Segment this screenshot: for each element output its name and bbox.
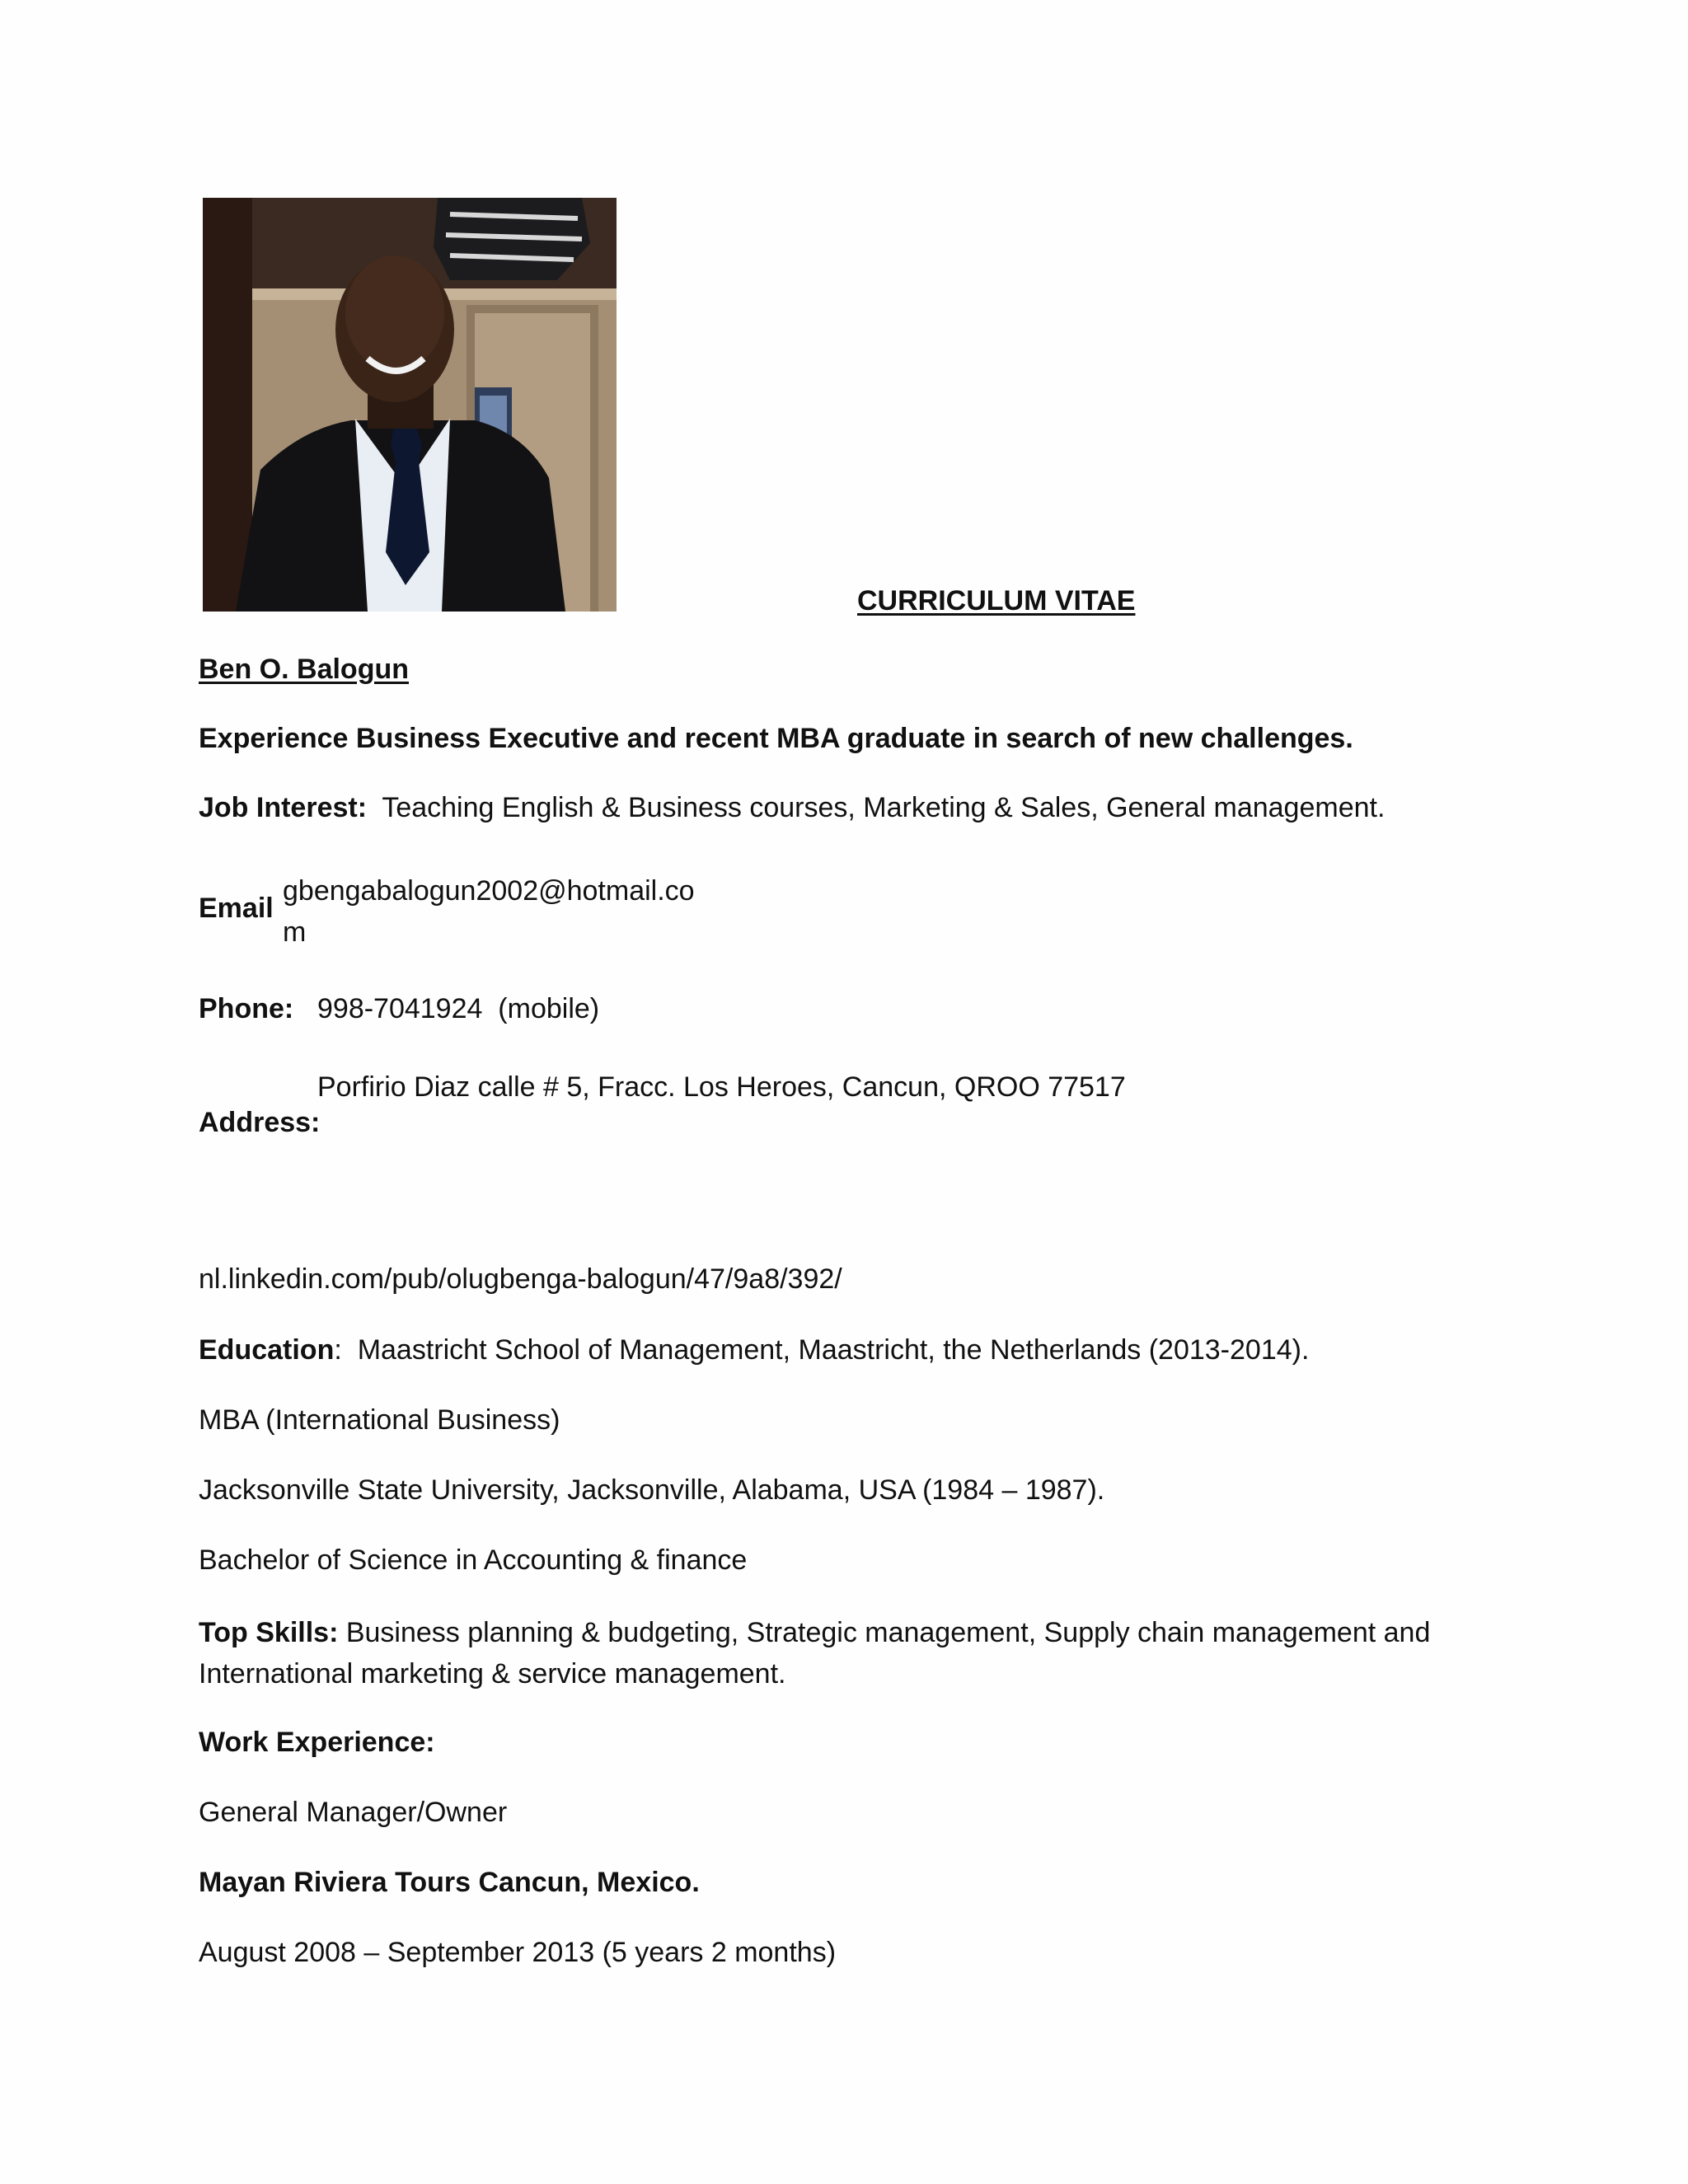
- address-value: Porfirio Diaz calle # 5, Fracc. Los Heroes, Cancun, QROO 77517: [317, 1071, 1126, 1103]
- document-title: CURRICULUM VITAE: [857, 585, 1136, 616]
- work-experience-heading: Work Experience:: [199, 1727, 435, 1758]
- education: [199, 1332, 1309, 1368]
- top-skills: [199, 1612, 1484, 1694]
- top-skills-label: Top Skills:: [199, 1617, 339, 1648]
- job-interest: [199, 790, 1385, 826]
- headline: Experience Business Executive and recent MBA graduate in search of new challenges.: [199, 723, 1353, 754]
- address-label: Address:: [199, 1107, 321, 1138]
- email-label: Email: [199, 893, 274, 924]
- work-period: August 2008 – September 2013 (5 years 2 months): [199, 1937, 837, 1968]
- email-value[interactable]: gbengabalogun2002@hotmail.com: [283, 875, 695, 948]
- education-colon: :: [334, 1334, 342, 1366]
- job-interest-label: Job Interest:: [199, 792, 368, 823]
- work-company: Mayan Riviera Tours Cancun, Mexico.: [199, 1867, 700, 1898]
- education-school-1: Maastricht School of Management, Maastricht, the Netherlands (2013-2014).: [357, 1334, 1310, 1366]
- education-degree-1: MBA (International Business): [199, 1404, 560, 1436]
- education-label: Education: [199, 1334, 335, 1366]
- candidate-name: Ben O. Balogun: [199, 654, 409, 685]
- education-school-2: Jacksonville State University, Jacksonville, Alabama, USA (1984 – 1987).: [199, 1474, 1105, 1506]
- top-skills-value: Business planning & budgeting, Strategic management, Supply chain management and International marketing & service management.: [199, 1617, 1431, 1690]
- education-degree-2: Bachelor of Science in Accounting & finance: [199, 1544, 748, 1576]
- phone-label: Phone:: [199, 993, 294, 1024]
- profile-photo: [203, 198, 617, 612]
- job-interest-value: Teaching English & Business courses, Marketing & Sales, General management.: [382, 792, 1386, 823]
- linkedin-url[interactable]: nl.linkedin.com/pub/olugbenga-balogun/47/9a8/392/: [199, 1263, 842, 1295]
- phone-value: 998-7041924 (mobile): [317, 993, 600, 1024]
- work-role: General Manager/Owner: [199, 1797, 508, 1828]
